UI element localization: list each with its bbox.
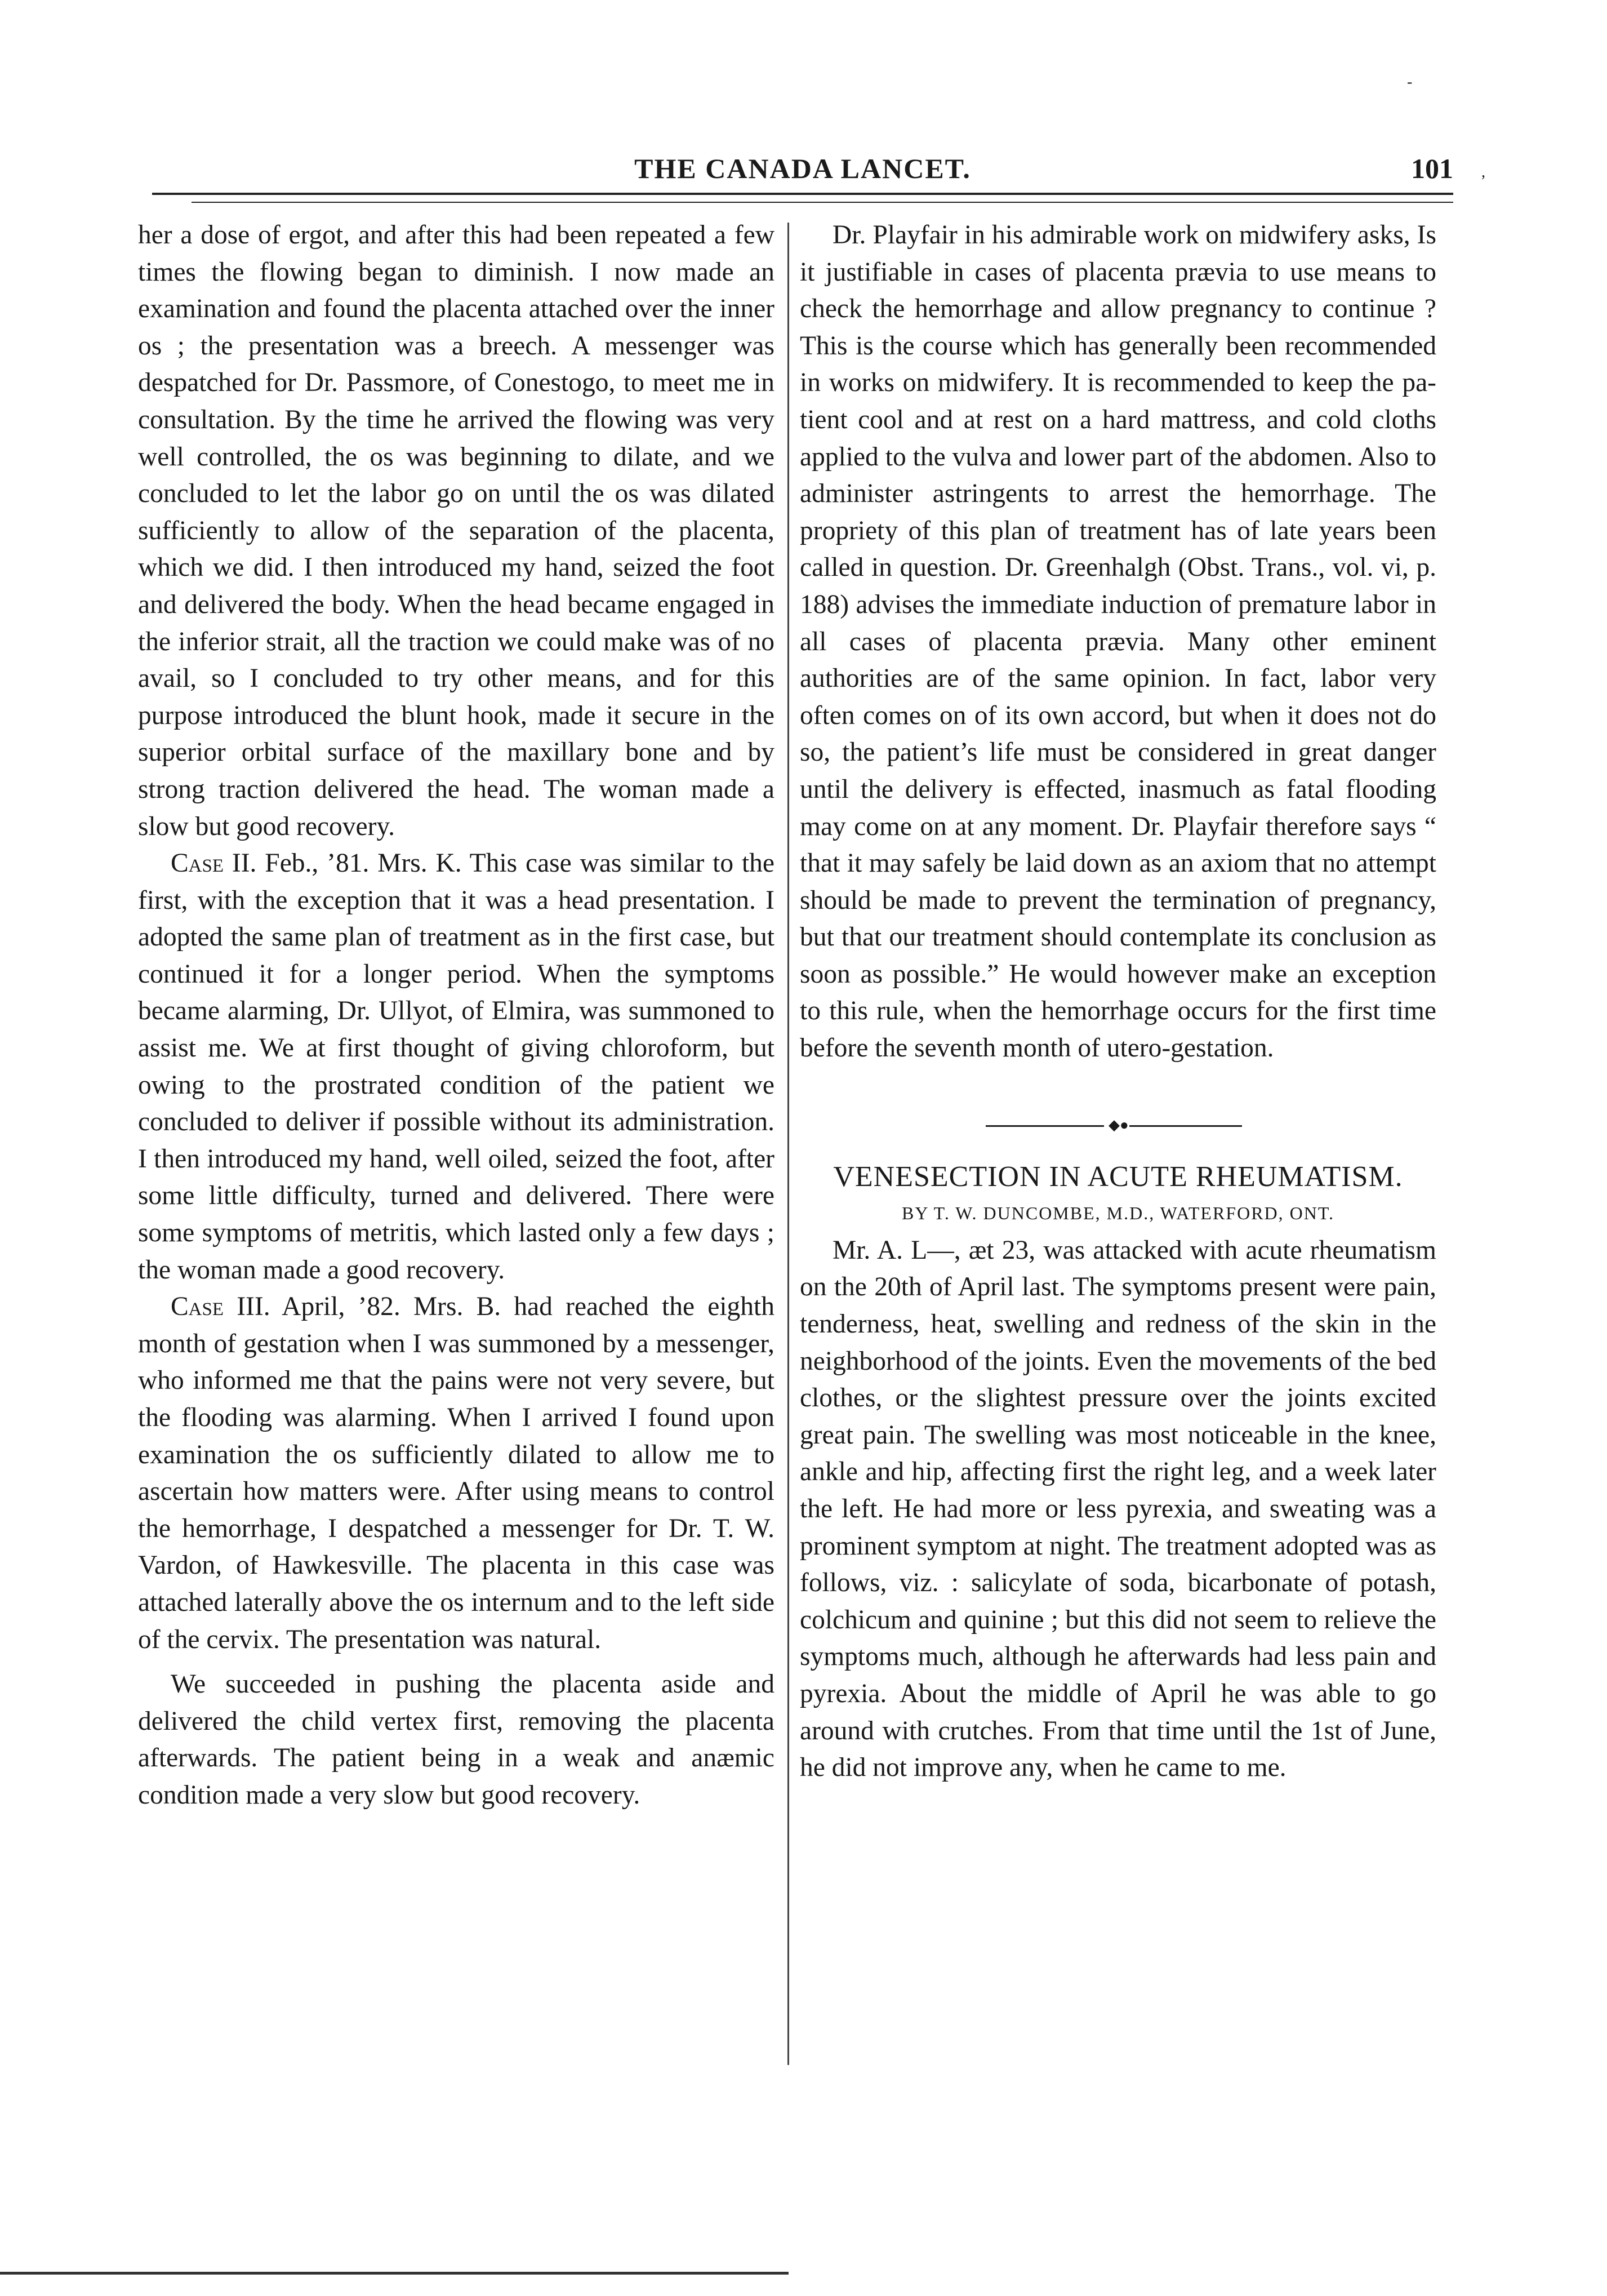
paragraph: Mr. A. L—, æt 23, was attacked with acute rheumatism on the 20th of April last. The symptoms present were pain, tenderness, heat, swelling and redness of the skin in the neighborhood of the joints. Even the movements of the bed clothes, or the slightest pressure over the joints excited great pain. The swelling was most noticeable in the knee, ankle and hip, affecting first the right leg, and a week later the left. He had more or less pyrexia, and sweating was a prominent symptom at night. The treatment adopted was as follows, viz. : salicylate of soda, bicarbonate of potash, colchicum and quinine ; but this did not seem to relieve the symptoms much, although he afterwards had less pain and pyrexia. About the middle of April he was able to go around with crutches. From that time until the 1st of June, he did not improve any, when he came to me.	[800, 1235, 1436, 1783]
paragraph: We succeeded in pushing the placenta aside and delivered the child vertex first, removing the placenta afterwards. The patient being in a weak and anæmic condition made a very slow but good recovery.	[138, 1669, 774, 1810]
right-column	[800, 217, 1436, 1787]
paragraph-text: Feb., ’81. Mrs. K. This case was similar to the first, with the exception that it was a head presentation. I adopted the same plan of treatment as in the first case, but continued it for a longer period. When the symptoms became alarming, Dr. Ullyot, of Elmira, was summoned to assist me. We at first thought of giving chloroform, but owing to the prostrated condition of the patient we concluded to deliver if possible without its administration. I then introduced my hand, well oiled, seized the foot, after some little difficulty, turned and delivered. There were some symptoms of metritis, which lasted only a few days ; the woman made a good recovery.	[138, 849, 774, 1285]
ornament-dot: ◆●	[1109, 1116, 1129, 1133]
left-column	[138, 217, 774, 1814]
header-rule-bottom	[192, 202, 1453, 203]
case-label: Case II.	[171, 849, 257, 878]
paragraph	[138, 1289, 774, 1658]
ornament-line-right	[1129, 1125, 1242, 1127]
bottom-rule	[0, 2272, 789, 2275]
margin-mark: ,	[1481, 163, 1485, 181]
paragraph: her a dose of ergot, and after this had been repeated a few times the flowing began to diminish. I now made an examination and found the placenta attached over the inner os ; the presentation was a breech. A messenger was despatched for Dr. Passmore, of Conestogo, to meet me in consultation. By the time he arrived the flowing was very well controlled, the os was beginning to dilate, and we concluded to let the labor go on until the os was dilated sufficiently to allow of the separation of the placenta, which we did. I then introduced my hand, seized the foot and delivered the body. When the head became engaged in the inferior strait, all the traction we could make was of no avail, so I concluded to try other means, and for this purpose introduced the blunt hook, made it secure in the superior orbital surface of the maxillary bone and by strong traction delivered the head. The woman made a slow but good recovery.	[138, 220, 774, 841]
paragraph: Dr. Playfair in his admirable work on midwifery asks, Is it justifiable in cases of placenta prævia to use means to check the hemorrhage and allow pregnancy to continue ? This is the course which has generally been recommended in works on midwifery. It is recommended to keep the patient cool and at rest on a hard mattress, and cold cloths applied to the vulva and lower part of the abdomen. Also to administer astringents to arrest the hemorrhage. The propriety of this plan of treatment has of late years been called in question. Dr. Greenhalgh (Obst. Trans., vol. vi, p. 188) advises the immediate induction of premature labor in all cases of placenta prævia. Many other eminent authorities are of the same opinion. In fact, labor very often comes on of its own accord, but when it does not do so, the patient’s life must be considered in great danger until the delivery is effected, inasmuch as fatal flooding may come on at any moment. Dr. Playfair therefore says “ that it may safely be laid down as an axiom that no attempt should be made to prevent the termination of pregnancy, but that our treatment should contemplate its conclusion as soon as possible.” He would however make an exception to this rule, when the hemorrhage occurs for the first time before the seventh month of utero-gestation.	[800, 220, 1436, 1063]
column-divider	[787, 223, 789, 2065]
page-header	[152, 148, 1453, 193]
margin-mark: -	[1407, 73, 1413, 91]
article-title: VENESECTION IN ACUTE RHEUMATISM.	[833, 1160, 1403, 1193]
journal-title: THE CANADA LANCET.	[634, 153, 971, 184]
ornament-line-left	[986, 1125, 1104, 1127]
paragraph-text: April, ’82. Mrs. B. had reached the eighth month of gestation when I was summoned by a messenger, who informed me that the pains were not very severe, but the flooding was alarming. When I arrived I found upon examination the os sufficiently dilated to allow me to ascertain how matters were. After using means to control the hemorrhage, I despatched a messenger for Dr. T. W. Vardon, of Hawkesville. The placenta in this case was attached laterally above the os internum and to the left side of the cervix. The presentation was natural.	[138, 1292, 774, 1654]
case-label: Case III.	[171, 1292, 270, 1322]
page-number: 101	[1411, 153, 1453, 184]
article-byline: BY T. W. DUNCOMBE, M.D., WATERFORD, ONT.	[901, 1203, 1335, 1224]
header-rule-top	[152, 193, 1453, 195]
section-ornament	[800, 1107, 1436, 1146]
paragraph	[138, 845, 774, 1289]
